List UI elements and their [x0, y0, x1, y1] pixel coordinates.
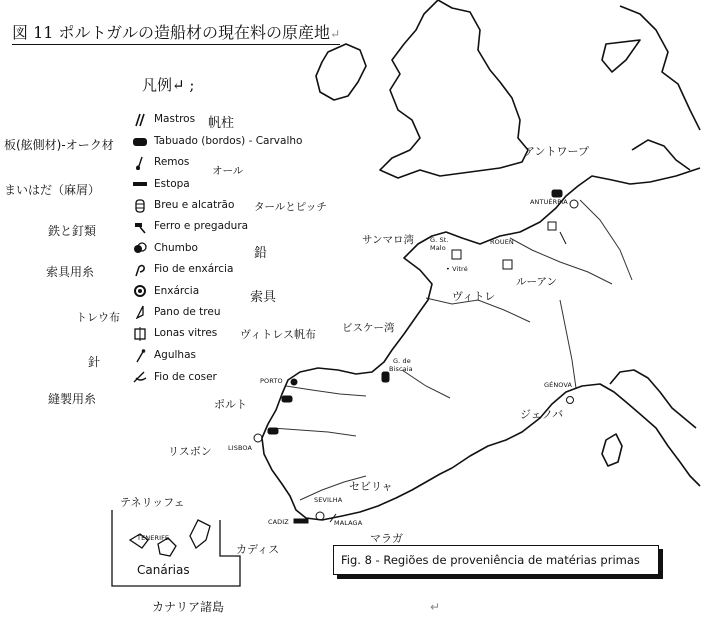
antwerp-rope-symbol [570, 200, 578, 208]
legend-jp-chumbo: 鉛 [254, 246, 268, 261]
legend-jp-tabuado: 板(舷側材)-オーク材 [4, 138, 114, 152]
map-label-antwerp-jp: アントワープ [524, 145, 590, 158]
legend-label-agulhas: Agulhas [154, 349, 196, 361]
legend-label-estopa: Estopa [154, 178, 190, 190]
legend-label-fio-coser: Fio de coser [154, 371, 217, 383]
ireland-coast [316, 44, 366, 100]
city-label-sevilha: SEVILHA [314, 496, 343, 504]
oakum-icon [131, 176, 149, 192]
river-garonne [402, 370, 450, 398]
legend-jp-pano: トレウ布 [76, 311, 120, 324]
river-rhine [580, 200, 632, 280]
cadiz-oakum-symbol [294, 519, 308, 523]
map-label-biscay-jp: ビスケー湾 [342, 322, 395, 334]
city-label-biscaia: Biscaia [389, 365, 413, 373]
legend-label-breu: Breu e alcatrão [154, 199, 235, 211]
legend-label-remos: Remos [154, 156, 190, 168]
legend-jp-fio-enxarcia: 索具用糸 [46, 265, 95, 279]
scandinavia-coast [602, 6, 700, 130]
bottom-paragraph-mark: ↵ [430, 600, 441, 614]
city-label-vitre: • Vitré [446, 265, 468, 273]
legend-label-enxarcia: Enxárcia [154, 285, 200, 297]
map-label-lisbon-jp: リスボン [168, 445, 212, 458]
city-label-cadiz: CADIZ [268, 518, 289, 526]
legend-jp-estopa: まいはだ（麻屑） [4, 183, 101, 197]
fuerteventura-island [190, 520, 210, 548]
city-label-genova: GÉNOVA [544, 381, 573, 389]
antwerp-plank-symbol [552, 190, 562, 197]
legend-jp-lonas: ヴィトレス帆布 [240, 328, 317, 341]
antwerp-needle-symbol [560, 232, 566, 244]
hammer-icon [131, 219, 149, 235]
legend-heading: 凡例↵ ; [142, 76, 195, 94]
figure-title-text: 図 11 ポルトガルの造船材の現在料の原産地 [12, 23, 331, 42]
legend-jp-ferro: 鉄と釘類 [48, 224, 97, 238]
lead-icon [131, 240, 149, 256]
legend-jp-breu: タールとピッチ [254, 201, 327, 213]
antwerp-sail-symbol [548, 222, 556, 230]
bottom-label-canary-islands: カナリア諸島 [152, 600, 225, 614]
map-label-genoa-jp: ジェノバ [520, 408, 564, 421]
canarias-label: Canárias [137, 563, 190, 577]
map-label-vitre-jp: ヴィトレ [452, 290, 496, 303]
legend-label-lonas: Lonas vitres [154, 327, 218, 339]
city-label-antuerpia: ANTUÉRPIA [530, 198, 568, 206]
mast-icon [131, 112, 149, 128]
rouen-sail-symbol [503, 260, 512, 269]
city-label-g-st: G. St. [430, 236, 449, 244]
city-label-malo: Malo [430, 244, 446, 252]
biscay-barrel-symbol [382, 372, 389, 382]
oar-icon [131, 155, 149, 171]
britain-coast [380, 0, 528, 178]
plank-icon [131, 134, 149, 150]
river-douro [286, 386, 366, 396]
genova-rope-symbol [567, 397, 574, 404]
yarn-icon [131, 262, 149, 278]
map-label-saint-malo-bay-jp: サンマロ湾 [362, 234, 414, 246]
lisbon-plank-symbol [268, 428, 278, 434]
city-label-rouen: ROUEN [490, 238, 514, 246]
legend-label-ferro: Ferro e pregadura [154, 220, 249, 232]
paragraph-mark: ↵ [330, 27, 341, 41]
legend-label-pano: Pano de treu [154, 306, 221, 318]
thread-icon [131, 369, 149, 385]
porto-lead-symbol [291, 379, 297, 385]
legend-jp-mastros: 帆柱 [208, 116, 235, 131]
map-label-rouen-jp: ルーアン [516, 276, 558, 288]
river-rhone [560, 300, 576, 388]
corsica-island [602, 434, 622, 466]
map-label-tenerife-jp: テネリッフェ [120, 496, 185, 509]
map-label-malaga-jp: マラガ [370, 532, 403, 545]
legend-label-mastros: Mastros [154, 113, 196, 125]
legend-jp-fio-coser: 縫製用糸 [48, 392, 97, 406]
needle-icon [131, 348, 149, 364]
legend-label-chumbo: Chumbo [154, 242, 198, 254]
porto-plank-symbol [282, 396, 292, 402]
legend-label-tabuado: Tabuado (bordos) - Carvalho [154, 135, 303, 147]
map-label-seville-jp: セビリャ [349, 480, 393, 493]
baltic-coast [632, 140, 690, 170]
canvas-icon [131, 304, 149, 320]
rope-icon [131, 283, 149, 299]
map-label-porto-jp: ポルト [214, 398, 247, 411]
river-tagus [272, 428, 356, 436]
city-label-malaga: MALAGA [334, 519, 363, 527]
continent-coast [262, 168, 700, 520]
legend-jp-agulhas: 針 [88, 355, 101, 369]
barrel-icon [131, 198, 149, 214]
legend-jp-remos: オール [212, 165, 244, 177]
city-label-tenerife: TENERIFE [137, 534, 170, 542]
figure-caption-box [333, 545, 659, 575]
city-label-porto: PORTO [260, 377, 283, 385]
legend-label-fio-enxarcia: Fio de enxárcia [154, 263, 234, 275]
figure-caption: Fig. 8 - Regiões de proveniência de matérias primas [341, 553, 640, 567]
legend-jp-enxarcia: 索具 [250, 290, 277, 305]
map-label-cadiz-jp: カディス [236, 543, 280, 556]
mediterranean-coast [452, 384, 700, 486]
stmalo-sail-symbol [452, 250, 461, 259]
sail-icon [131, 326, 149, 342]
sevilha-rope-symbol [316, 512, 324, 520]
city-label-lisboa: LISBOA [228, 444, 253, 452]
lisbon-rope-symbol [254, 434, 262, 442]
city-label-g-de: G. de [393, 357, 411, 365]
